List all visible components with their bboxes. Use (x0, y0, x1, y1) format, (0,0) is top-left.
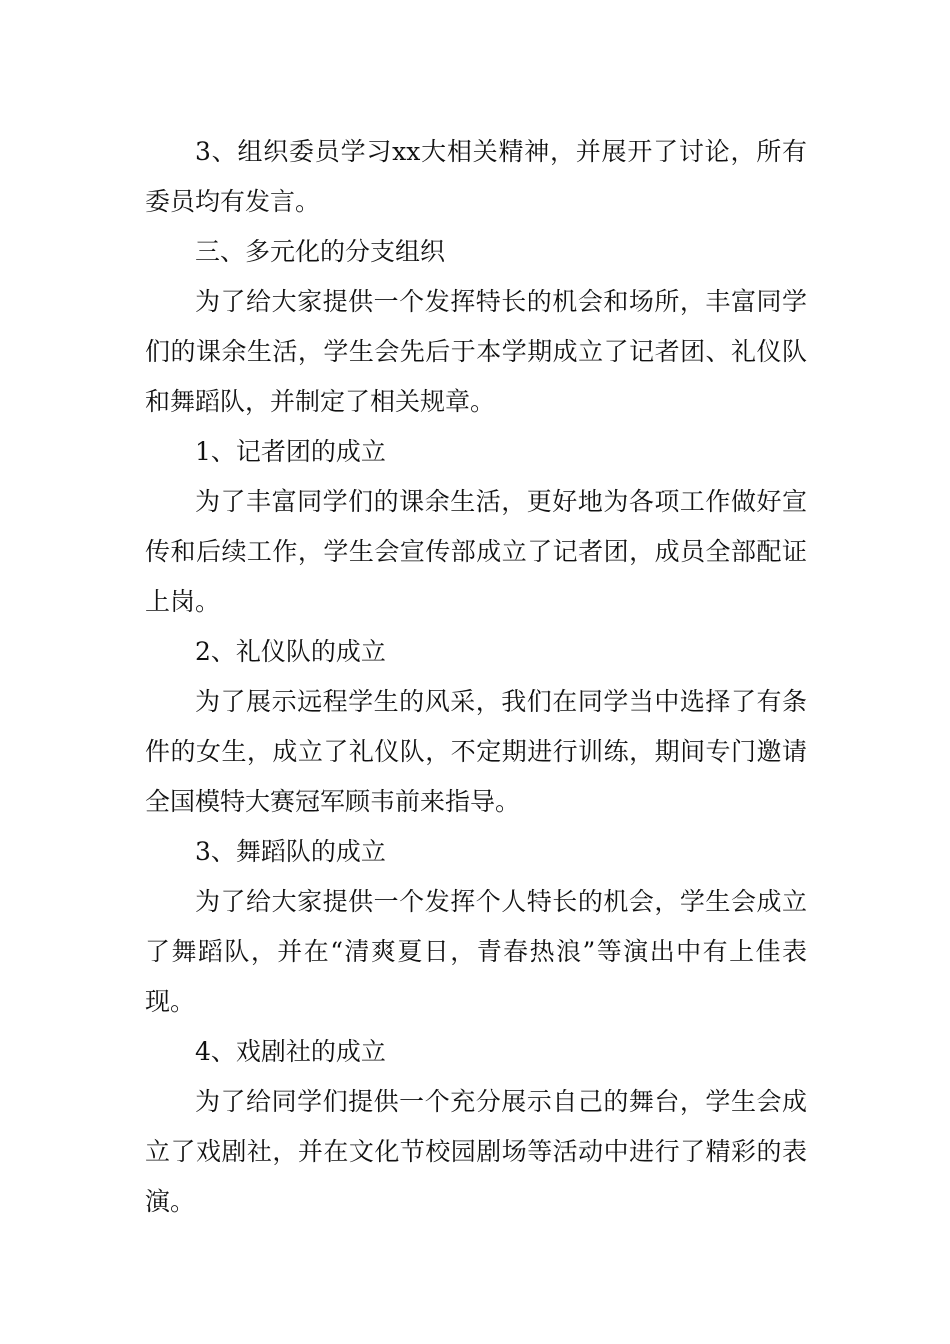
subheading-etiquette-team: 2、礼仪队的成立 (195, 637, 386, 666)
paragraph-dance-team: 为了给大家提供一个发挥个人特长的机会，学生会成立了舞蹈队，并在“清爽夏日，青春热浪”等演出中有上佳表现。 (145, 887, 807, 1016)
paragraph-etiquette-team: 为了展示远程学生的风采，我们在同学当中选择了有条件的女生，成立了礼仪队，不定期进行训练，期间专门邀请全国模特大赛冠军顾韦前来指导。 (145, 687, 807, 816)
paragraph-reporter-group: 为了丰富同学们的课余生活，更好地为各项工作做好宣传和后续工作，学生会宣传部成立了记者团，成员全部配证上岗。 (145, 487, 807, 616)
section-intro-paragraph: 为了给大家提供一个发挥特长的机会和场所，丰富同学们的课余生活，学生会先后于本学期成立了记者团、礼仪队和舞蹈队，并制定了相关规章。 (145, 287, 807, 416)
paragraph-item-3: 3、组织委员学习xx大相关精神，并展开了讨论，所有委员均有发言。 (145, 137, 807, 216)
subheading-drama-club: 4、戏剧社的成立 (195, 1037, 386, 1066)
section-heading-3: 三、多元化的分支组织 (195, 237, 446, 266)
subheading-dance-team: 3、舞蹈队的成立 (195, 837, 386, 866)
paragraph-drama-club: 为了给同学们提供一个充分展示自己的舞台，学生会成立了戏剧社，并在文化节校园剧场等活动中进行了精彩的表演。 (145, 1087, 807, 1216)
document-body (145, 127, 807, 1227)
subheading-reporter-group: 1、记者团的成立 (195, 437, 386, 466)
